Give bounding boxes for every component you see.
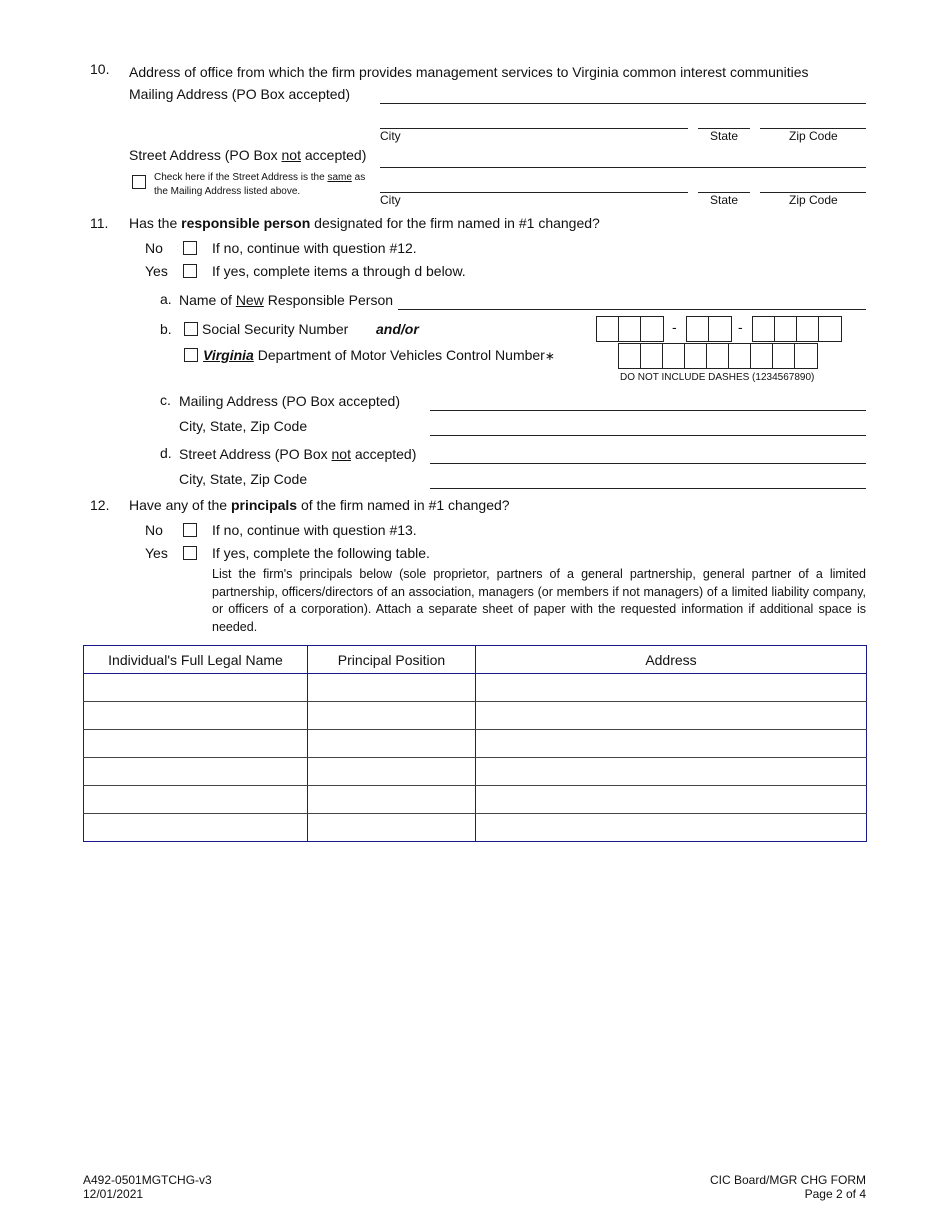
name-cell[interactable] xyxy=(84,674,308,702)
name-cell[interactable] xyxy=(84,730,308,758)
q11-a-letter: a. xyxy=(160,291,172,307)
q11-ssn-checkbox[interactable] xyxy=(184,322,198,336)
q10-city-caption-1: City xyxy=(380,129,401,143)
position-cell[interactable] xyxy=(308,786,476,814)
q10-mailing-address-field[interactable] xyxy=(380,103,866,104)
position-cell[interactable] xyxy=(308,674,476,702)
address-cell[interactable] xyxy=(476,730,867,758)
position-cell[interactable] xyxy=(308,702,476,730)
footer-date: 12/01/2021 xyxy=(83,1187,144,1201)
address-cell[interactable] xyxy=(476,786,867,814)
table-row xyxy=(84,674,867,702)
position-cell[interactable] xyxy=(308,758,476,786)
table-row xyxy=(84,758,867,786)
q11-mailing-city-field[interactable] xyxy=(430,435,866,436)
q11-d-letter: d. xyxy=(160,445,172,461)
address-cell[interactable] xyxy=(476,674,867,702)
q11-new-responsible-person-field[interactable] xyxy=(398,309,866,310)
q11-street-address-field[interactable] xyxy=(430,463,866,464)
asterisk-icon: ∗ xyxy=(544,349,555,363)
q11-yes-checkbox[interactable] xyxy=(183,264,197,278)
q12-no-checkbox[interactable] xyxy=(183,523,197,537)
q10-state-caption-2: State xyxy=(710,193,739,207)
q12-yes-label: Yes xyxy=(145,545,168,561)
q11-d-label: Street Address (PO Box not accepted) xyxy=(179,446,417,462)
header-address: Address xyxy=(476,646,867,674)
q12-yes-checkbox[interactable] xyxy=(183,546,197,560)
q10-street-city-field[interactable] xyxy=(380,192,688,193)
header-principal-position: Principal Position xyxy=(308,646,476,674)
address-cell[interactable] xyxy=(476,758,867,786)
header-full-legal-name: Individual's Full Legal Name xyxy=(84,646,308,674)
q11-c-city-label: City, State, Zip Code xyxy=(179,418,308,434)
footer-form-name: CIC Board/MGR CHG FORM xyxy=(709,1173,866,1187)
footer-form-code: A492-0501MGTCHG-v3 xyxy=(83,1173,212,1187)
q11-d-city-label: City, State, Zip Code xyxy=(179,471,308,487)
q11-no-dashes-note: DO NOT INCLUDE DASHES (1234567890) xyxy=(620,372,815,383)
q11-number: 11. xyxy=(90,215,109,231)
q10-city-caption-2: City xyxy=(380,193,401,207)
q11-ssn-part1[interactable] xyxy=(596,316,664,342)
q10-street-address-field[interactable] xyxy=(380,167,866,168)
q10-same-address-checkbox[interactable] xyxy=(132,175,146,189)
q11-a-label: Name of New Responsible Person xyxy=(179,292,394,308)
q11-ssn-dash-1: - xyxy=(672,319,677,335)
address-cell[interactable] xyxy=(476,702,867,730)
q10-zip-caption-2: Zip Code xyxy=(789,193,838,207)
q11-dmv-label: Virginia Department of Motor Vehicles Control Number∗ xyxy=(203,347,555,363)
name-cell[interactable] xyxy=(84,814,308,842)
q11-ssn-label: Social Security Number xyxy=(202,321,349,337)
q10-mailing-label: Mailing Address (PO Box accepted) xyxy=(129,86,350,102)
q10-same-check-line1: Check here if the Street Address is the same as xyxy=(154,172,366,183)
table-row xyxy=(84,730,867,758)
q12-yes-text: If yes, complete the following table. xyxy=(212,545,430,561)
q10-street-label: Street Address (PO Box not accepted) xyxy=(129,147,367,163)
position-cell[interactable] xyxy=(308,814,476,842)
q11-ssn-dash-2: - xyxy=(738,319,743,335)
q11-ssn-part3[interactable] xyxy=(752,316,842,342)
q11-yes-text: If yes, complete items a through d below. xyxy=(212,263,466,279)
q11-no-checkbox[interactable] xyxy=(183,241,197,255)
q12-number: 12. xyxy=(90,497,110,513)
q11-and-or: and/or xyxy=(376,321,419,337)
q10-mailing-city-field[interactable] xyxy=(380,128,688,129)
q11-no-label: No xyxy=(145,240,163,256)
name-cell[interactable] xyxy=(84,758,308,786)
q11-b-letter: b. xyxy=(160,321,172,337)
q12-instructions: List the firm's principals below (sole proprietor, partners of a general partnership, general partner of a limited partnership, officers/directors of an association, managers (or members if not managers) of a limited liability company, or officers of a corporation). Attach a separate sheet of paper with the requested information if additional space is needed. xyxy=(212,567,866,634)
q10-title: Address of office from which the firm provides management services to Virginia common interest communities xyxy=(129,64,809,80)
position-cell[interactable] xyxy=(308,730,476,758)
principals-table-header xyxy=(84,646,867,674)
table-row xyxy=(84,702,867,730)
address-cell[interactable] xyxy=(476,814,867,842)
q11-dmv-number-cells[interactable] xyxy=(618,343,818,369)
q10-state-caption-1: State xyxy=(710,129,739,143)
q12-title: Have any of the principals of the firm named in #1 changed? xyxy=(129,497,510,513)
q11-street-city-field[interactable] xyxy=(430,488,866,489)
q11-ssn-part2[interactable] xyxy=(686,316,732,342)
q11-c-label: Mailing Address (PO Box accepted) xyxy=(179,393,400,409)
q12-no-label: No xyxy=(145,522,163,538)
table-row xyxy=(84,786,867,814)
q11-c-letter: c. xyxy=(160,392,171,408)
q11-no-text: If no, continue with question #12. xyxy=(212,240,417,256)
table-row xyxy=(84,814,867,842)
q11-mailing-address-field[interactable] xyxy=(430,410,866,411)
name-cell[interactable] xyxy=(84,702,308,730)
q11-dmv-checkbox[interactable] xyxy=(184,348,198,362)
q12-no-text: If no, continue with question #13. xyxy=(212,522,417,538)
principals-table xyxy=(83,645,867,842)
q11-title: Has the responsible person designated for the firm named in #1 changed? xyxy=(129,215,600,231)
footer-page-number: Page 2 of 4 xyxy=(804,1187,866,1201)
q10-number: 10. xyxy=(90,61,110,77)
q10-zip-caption-1: Zip Code xyxy=(789,129,838,143)
name-cell[interactable] xyxy=(84,786,308,814)
q11-yes-label: Yes xyxy=(145,263,168,279)
q10-same-check-line2: the Mailing Address listed above. xyxy=(154,186,301,197)
